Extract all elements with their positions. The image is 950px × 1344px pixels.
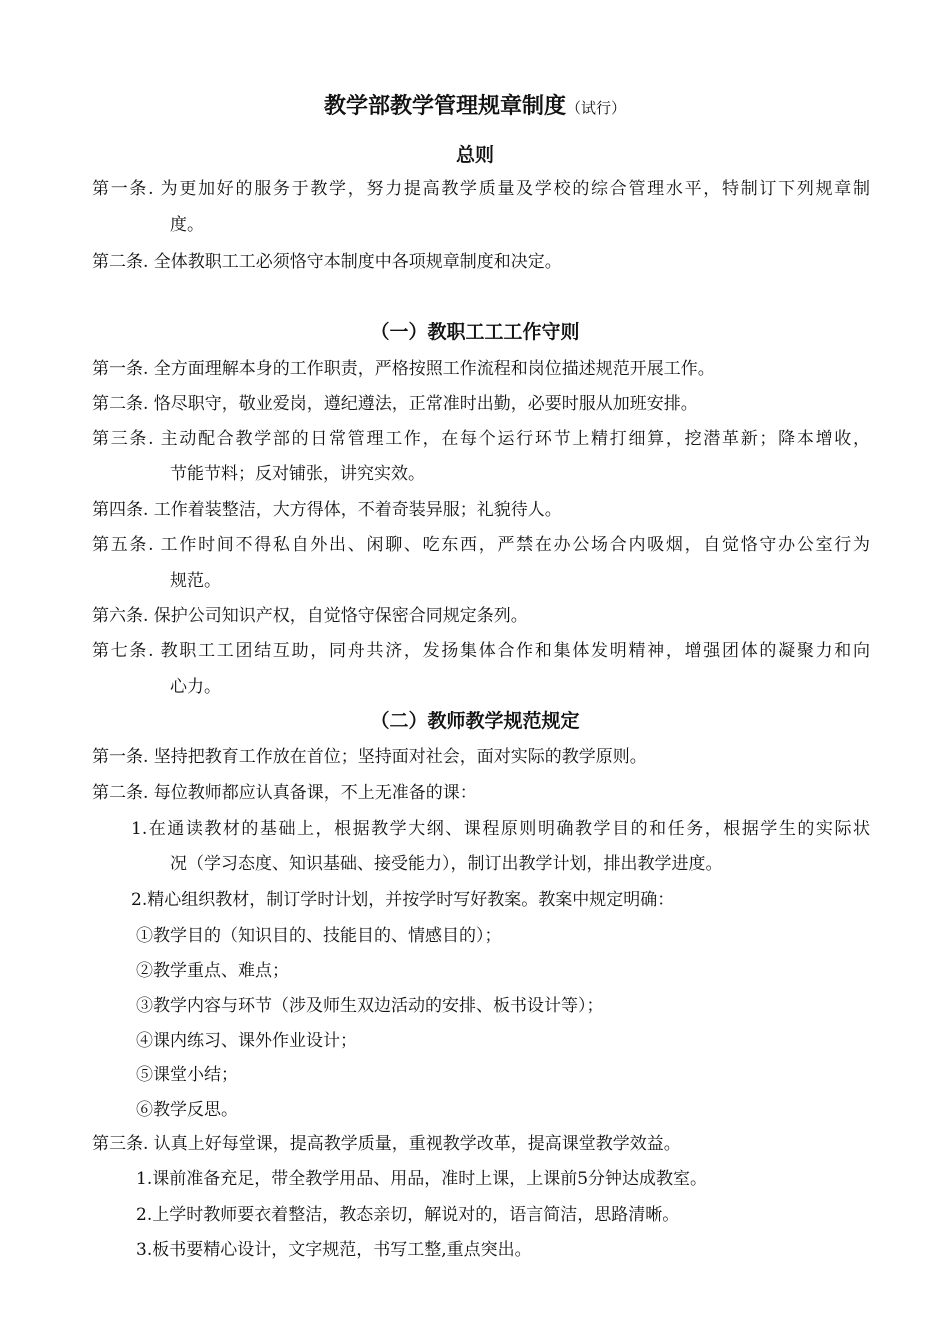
s2-art3-item: 1.课前准备充足，带全教学用品、用品，准时上课，上课前5分钟达成教室。 — [136, 1169, 708, 1189]
s1-article-3-line-1: 第三条. 主动配合教学部的日常管理工作，在每个运行环节上精打细算，挖潜革新；降本增收， — [92, 429, 870, 449]
s2-article-2: 第二条. 每位教师都应认真备课，不上无准备的课： — [92, 783, 477, 803]
heading-section-1: （一）教职工工工作守则 — [370, 321, 580, 343]
s2-article-1: 第一条. 坚持把教育工作放在首位；坚持面对社会，面对实际的教学原则。 — [92, 747, 647, 767]
general-article-1-line-2: 度。 — [170, 215, 204, 235]
plan-item: ②教学重点、难点； — [136, 961, 289, 981]
plan-item: ④课内练习、课外作业设计； — [136, 1031, 357, 1051]
s1-article-5-line-1: 第五条. 工作时间不得私自外出、闲聊、吃东西，严禁在办公场合内吸烟，自觉恪守办公室行为 — [92, 535, 870, 555]
general-article-2: 第二条. 全体教职工工必须恪守本制度中各项规章制度和决定。 — [92, 252, 562, 272]
s1-article-3-line-2: 节能节料；反对铺张，讲究实效。 — [170, 464, 425, 484]
s1-article-5-line-2: 规范。 — [170, 571, 221, 591]
s1-article-4: 第四条. 工作着装整洁，大方得体，不着奇装异服；礼貌待人。 — [92, 500, 562, 520]
heading-general: 总则 — [455, 144, 494, 166]
title-note: （试行） — [566, 99, 627, 117]
plan-item: ①教学目的（知识目的、技能目的、情感目的）； — [136, 926, 502, 946]
s1-article-7-line-2: 心力。 — [170, 677, 221, 697]
plan-item: ⑤课堂小结； — [136, 1065, 238, 1085]
s2-art2-item-1-line-2: 况（学习态度、知识基础、接受能力），制订出教学计划，排出教学进度。 — [170, 854, 723, 874]
s1-article-2: 第二条. 恪尽职守，敬业爱岗，遵纪遵法，正常准时出勤，必要时服从加班安排。 — [92, 394, 698, 414]
s2-art2-item-2: 2.精心组织教材，制订学时计划，并按学时写好教案。教案中规定明确： — [131, 890, 675, 910]
document-title — [0, 91, 950, 123]
s1-article-6: 第六条. 保护公司知识产权，自觉恪守保密合同规定条列。 — [92, 606, 528, 626]
heading-section-2: （二）教师教学规范规定 — [370, 710, 580, 732]
plan-item: ③教学内容与环节（涉及师生双边活动的安排、板书设计等）； — [136, 996, 604, 1016]
s1-article-7-line-1: 第七条. 教职工工团结互助，同舟共济，发扬集体合作和集体发明精神，增强团体的凝聚力和向 — [92, 641, 870, 661]
s1-article-1: 第一条. 全方面理解本身的工作职责，严格按照工作流程和岗位描述规范开展工作。 — [92, 359, 715, 379]
general-article-1-line-1: 第一条. 为更加好的服务于教学，努力提高教学质量及学校的综合管理水平，特制订下列规章制 — [92, 179, 870, 199]
s2-art3-item: 3.板书要精心设计，文字规范，书写工整,重点突出。 — [136, 1240, 532, 1260]
title-text: 教学部教学管理规章制度 — [323, 93, 566, 119]
s2-article-3: 第三条. 认真上好每堂课，提高教学质量，重视教学改革，提高课堂教学效益。 — [92, 1134, 681, 1154]
s2-art2-item-1-line-1: 1.在通读教材的基础上，根据教学大纲、课程原则明确教学目的和任务，根据学生的实际状 — [131, 819, 870, 839]
s2-art3-item: 2.上学时教师要衣着整洁，教态亲切，解说对的，语言简洁，思路清晰。 — [136, 1205, 680, 1225]
plan-item: ⑥教学反思。 — [136, 1100, 238, 1120]
